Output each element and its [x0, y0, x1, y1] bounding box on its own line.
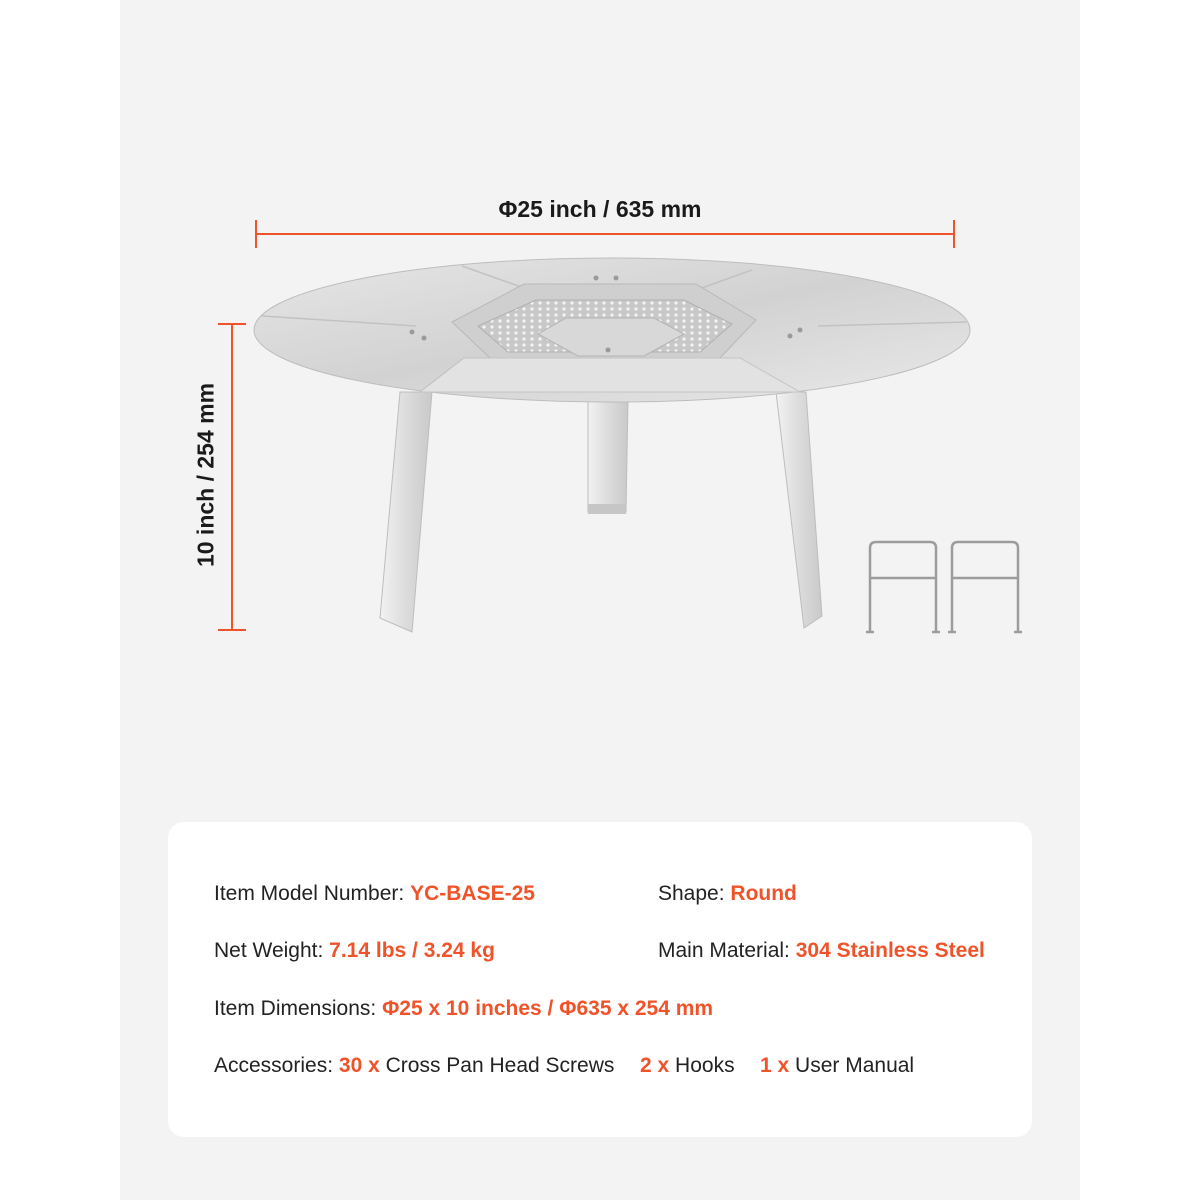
spec-label: Shape:	[658, 882, 725, 905]
spec-value: 7.14 lbs / 3.24 kg	[329, 939, 495, 962]
spec-accessories	[214, 1054, 614, 1078]
spec-shape	[658, 882, 797, 906]
spec-label: Main Material:	[658, 939, 790, 962]
spec-accessory-manual	[760, 1054, 914, 1078]
accessory-qty: 2 x	[640, 1054, 670, 1077]
hook-accessory-left	[866, 542, 940, 632]
hook-accessory-right	[948, 542, 1022, 632]
spec-value: YC-BASE-25	[410, 882, 535, 905]
spec-label: Item Dimensions:	[214, 997, 377, 1020]
specifications-card	[168, 822, 1032, 1137]
spec-label: Item Model Number:	[214, 882, 405, 905]
height-dimension-label: 10 inch / 254 mm	[192, 382, 219, 568]
accessory-qty: 1 x	[760, 1054, 790, 1077]
spec-value: Φ25 x 10 inches / Φ635 x 254 mm	[382, 997, 714, 1020]
accessory-name: Cross Pan Head Screws	[385, 1054, 615, 1077]
accessory-qty: 30 x	[338, 1054, 380, 1077]
spec-accessory-hooks	[640, 1054, 735, 1078]
accessory-name: User Manual	[795, 1054, 915, 1077]
spec-item-dimensions	[214, 997, 713, 1021]
accessory-name: Hooks	[675, 1054, 735, 1077]
spec-main-material	[658, 939, 985, 963]
spec-label: Accessories:	[214, 1054, 334, 1077]
table-top	[254, 258, 970, 402]
width-dimension-line	[256, 220, 954, 248]
table-legs	[380, 392, 822, 632]
spec-label: Net Weight:	[214, 939, 324, 962]
width-dimension-label: Φ25 inch / 635 mm	[498, 196, 702, 222]
spec-net-weight	[214, 939, 495, 963]
spec-model-number	[214, 882, 535, 906]
spec-value: Round	[730, 882, 797, 905]
height-dimension-line	[218, 324, 246, 630]
spec-value: 304 Stainless Steel	[795, 939, 985, 962]
